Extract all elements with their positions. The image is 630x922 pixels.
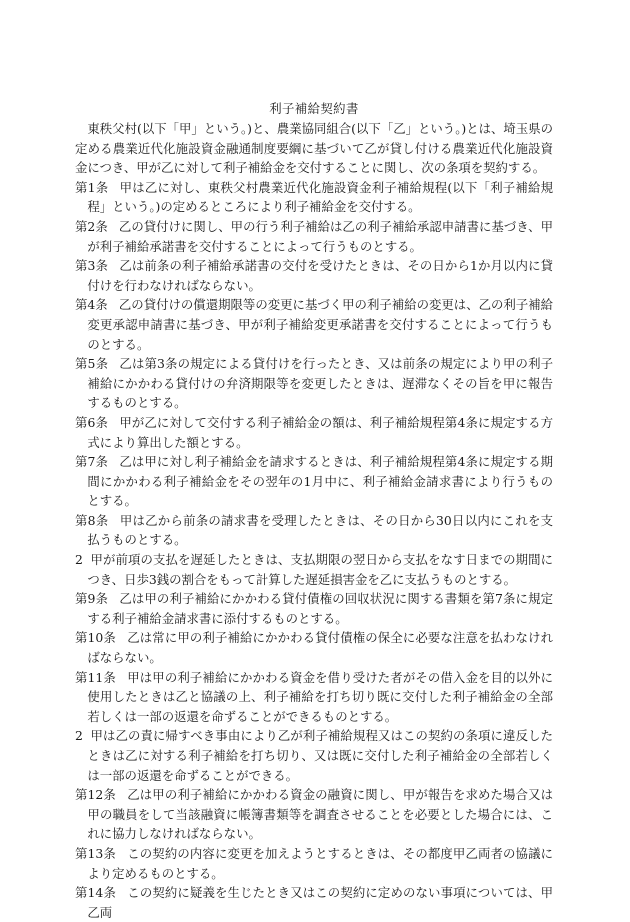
clause-number: 第11条 [75, 669, 116, 685]
clause-number: 第5条 [75, 356, 109, 372]
clause-12 [75, 668, 553, 727]
clause-3 [75, 256, 553, 295]
clause-6 [75, 413, 553, 452]
clause-1 [75, 178, 553, 217]
clause-text: 甲は甲の利子補給にかかわる資金を借り受けた者がその借入金を目的以外に使用したときは乙と協議の上、利子補給を打ち切り既に交付した利子補給金の全部若しくは一部の返還を命ずることができるものとする。 [87, 669, 554, 724]
clause-text: 乙は甲の利子補給にかかわる貸付債権の回収状況に関する書類を第7条に規定する利子補給金請求書に添付するものとする。 [87, 591, 553, 626]
clause-number: 2 [75, 728, 83, 744]
clause-5 [75, 354, 553, 413]
clause-text: 乙は第3条の規定による貸付けを行ったとき、又は前条の規定により甲の利子補給にかかわる貸付けの弁済期限等を変更したときは、遅滞なくその旨を甲に報告するものとする。 [87, 356, 553, 411]
clause-text: 乙の貸付けの償還期限等の変更に基づく甲の利子補給の変更は、乙の利子補給変更承認申請書に基づき、甲が利子補給変更承諾書を交付することによって行うものとする。 [87, 297, 554, 352]
clause-9 [75, 550, 553, 589]
clause-2 [75, 217, 553, 256]
clause-text: この契約の内容に変更を加えようとするときは、その都度甲乙両者の協議により定めるものとする。 [87, 845, 554, 881]
clause-text: 甲は乙から前条の請求書を受理したときは、その日から30日以内にこれを支払うものとする。 [87, 512, 553, 548]
clause-number: 第9条 [75, 591, 109, 607]
clause-text: 乙は甲に対し利子補給金を請求するときは、利子補給規程第4条に規定する期間にかかわる利子補給金をその翌年の1月中に、利子補給金請求書により行うものとする。 [87, 454, 553, 509]
clause-text: 甲は乙に対し、東秩父村農業近代化施設資金利子補給規程(以下「利子補給規程」という。)の定めるところにより利子補給金を交付する。 [87, 179, 553, 215]
clause-10 [75, 589, 553, 628]
clause-number: 第1条 [75, 179, 109, 195]
clause-text: 乙は常に甲の利子補給にかかわる貸付債権の保全に必要な注意を払わなければならない。 [87, 630, 554, 666]
clause-text: この契約に疑義を生じたとき又はこの契約に定めのない事項については、甲乙両 [87, 885, 553, 920]
intro-paragraph: 東秩父村(以下「甲」という。)と、農業協同組合(以下「乙」という。)とは、埼玉県の定める農業近代化施設資金融通制度要綱に基づいて乙が貸し付ける農業近代化施設資金につき、甲が乙に対して利子補給金を交付することに関し、次の条項を契約する。 [75, 121, 553, 176]
clause-14 [75, 785, 553, 844]
clause-list [75, 178, 553, 922]
clause-number: 第8条 [75, 512, 109, 528]
clause-number: 第3条 [75, 258, 109, 274]
clause-text: 甲は乙の責に帰すべき事由により乙が利子補給規程又はこの契約の条項に違反したときは乙に対する利子補給を打ち切り、又は既に交付した利子補給金の全部若しくは一部の返還を命ずることができる。 [87, 728, 553, 783]
clause-text: 甲が前項の支払を遅延したときは、支払期限の翌日から支払をなす日までの期間につき、日歩3銭の割合をもって計算した遅延損害金を乙に支払うものとする。 [87, 552, 553, 587]
clause-15 [75, 844, 553, 883]
clause-4 [75, 295, 553, 354]
clause-text: 乙は甲の利子補給にかかわる資金の融資に関し、甲が報告を求めた場合又は甲の職員をして当該融資に帳簿書類等を調査させることを必要とした場合には、これに協力しなければならない。 [87, 787, 554, 842]
clause-11 [75, 628, 553, 667]
clause-number: 第2条 [75, 218, 108, 234]
clause-text: 甲が乙に対して交付する利子補給金の額は、利子補給規程第4条に規定する方式により算出した額とする。 [87, 414, 553, 450]
clause-8 [75, 511, 553, 550]
clause-13 [75, 726, 553, 785]
clause-number: 第13条 [75, 845, 116, 861]
clause-text: 乙の貸付けに関し、甲の行う利子補給は乙の利子補給承認申請書に基づき、甲が利子補給承諾書を交付することによって行うものとする。 [87, 218, 553, 254]
clause-number: 2 [75, 552, 83, 568]
clause-number: 第14条 [75, 885, 116, 901]
clause-7 [75, 452, 553, 511]
clause-number: 第12条 [75, 787, 116, 803]
clause-number: 第4条 [75, 297, 108, 313]
clause-number: 第6条 [75, 414, 109, 430]
clause-number: 第7条 [75, 454, 109, 470]
document-title: 利子補給契約書 [269, 101, 359, 116]
clause-text: 乙は前条の利子補給承諾書の交付を受けたときは、その日から1か月以内に貸付けを行わなければならない。 [87, 258, 553, 293]
clause-number: 第10条 [75, 630, 116, 646]
contract-document [75, 99, 553, 922]
clause-16 [75, 883, 553, 922]
